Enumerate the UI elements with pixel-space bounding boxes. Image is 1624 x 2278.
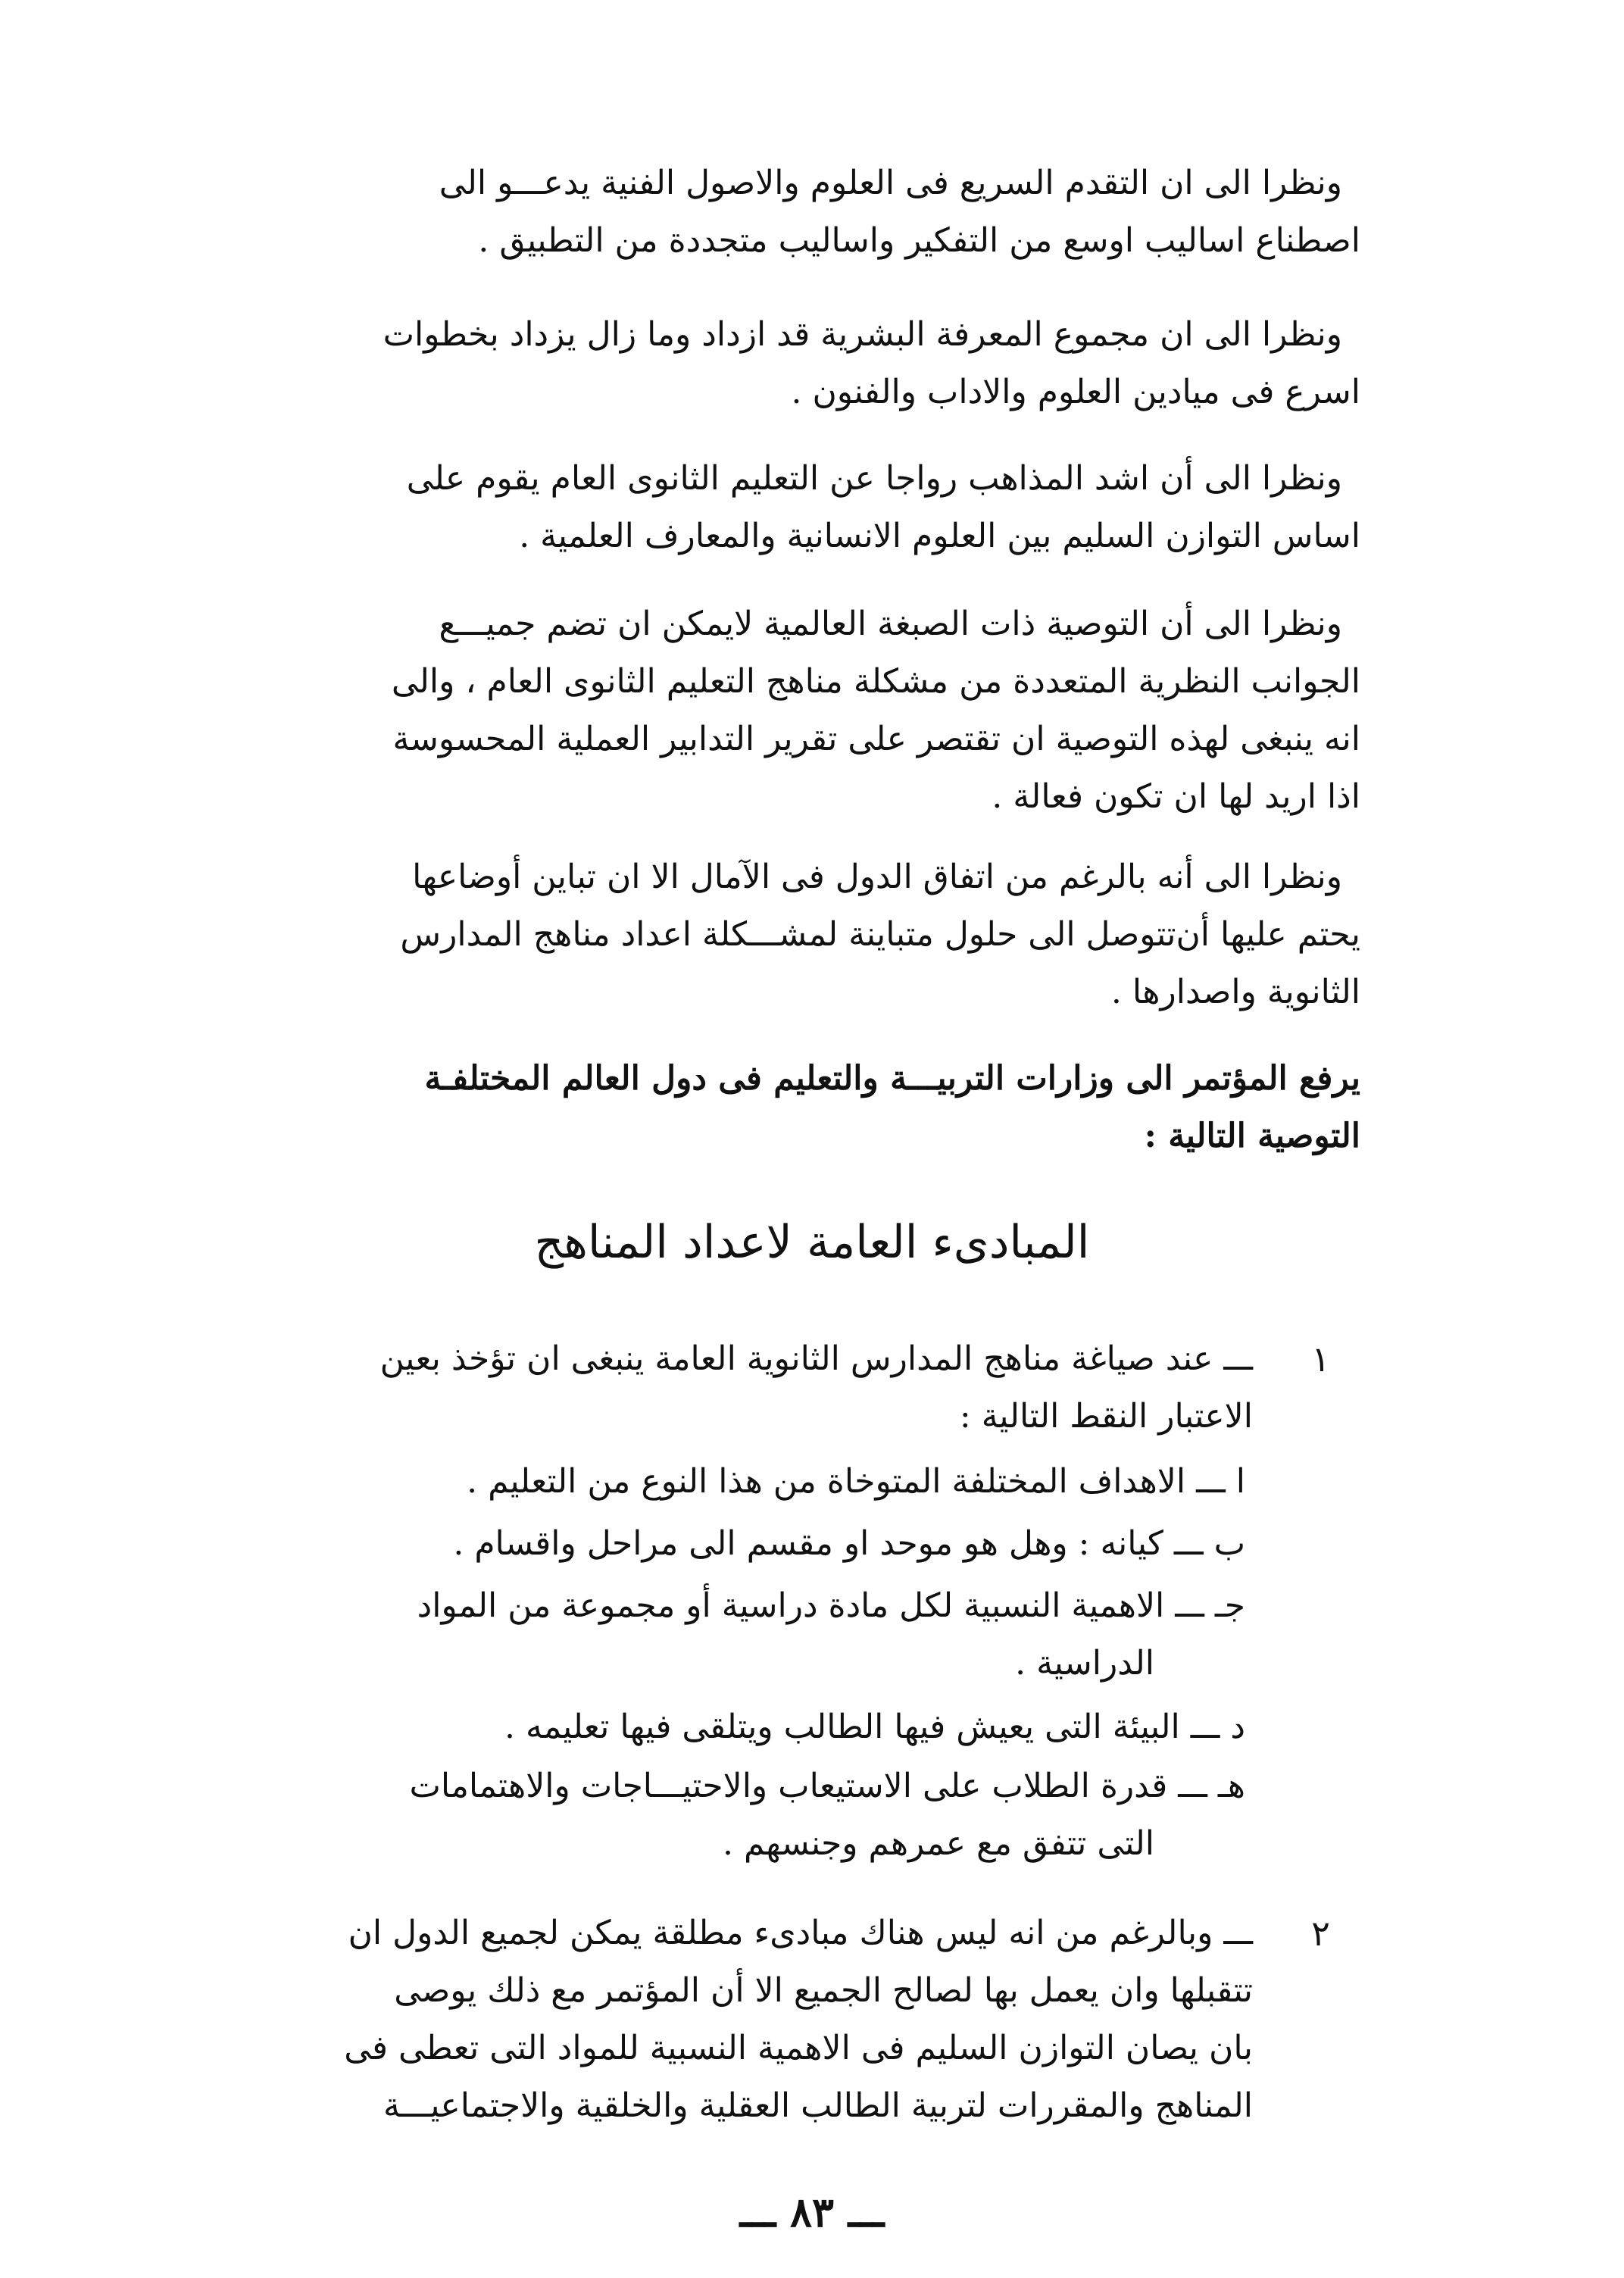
text-line: المناهج والمقررات لتربية الطالب العقلية والخلقية والاجتماعيـــة: [383, 2086, 1253, 2125]
text-line: اذا اريد لها ان تكون فعالة .: [992, 777, 1360, 816]
text-line: التوصية التالية :: [1144, 1117, 1360, 1155]
text-line: تتقبلها وان يعمل بها لصالح الجميع الا أن المؤتمر مع ذلك يوصى: [394, 1971, 1253, 2010]
sub-item-e: هـ ـــ قدرة الطلاب على الاستيعاب والاحتيـــاجات والاهتمامات: [409, 1767, 1245, 1805]
text-line: اصطناع اساليب اوسع من التفكير واساليب متجددة من التطبيق .: [478, 221, 1360, 260]
text-line: يرفع المؤتمر الى وزارات التربيـــة والتعليم فى دول العالم المختلفـة: [424, 1059, 1360, 1098]
sub-item-c-cont: الدراسية .: [1015, 1644, 1154, 1683]
sub-item-e-cont: التى تتفق مع عمرهم وجنسهم .: [723, 1824, 1154, 1863]
text-line: ونظرا الى ان التقدم السريع فى العلوم والاصول الفنية يدعـــو الى: [439, 164, 1342, 202]
text-line: اسرع فى ميادين العلوم والاداب والفنون .: [791, 373, 1360, 411]
text-line: انه ينبغى لهذه التوصية ان تقتصر على تقرير التدابير العملية المحسوسة: [392, 720, 1360, 758]
text-line: بان يصان التوازن السليم فى الاهمية النسبية للمواد التى تعطى فى: [344, 2029, 1253, 2067]
page-number: ـــ ٨٣ ـــ: [739, 2188, 885, 2236]
text-line: ونظرا الى أن اشد المذاهب رواجا عن التعليم الثانوى العام يقوم على: [406, 459, 1342, 498]
text-line: الجوانب النظرية المتعددة من مشكلة مناهج التعليم الثانوى العام ، والى: [391, 662, 1360, 701]
text-line: ونظرا الى أن التوصية ذات الصبغة العالمية لايمكن ان تضم جميـــع: [439, 605, 1342, 643]
text-line: الثانوية واصدارها .: [1110, 973, 1360, 1011]
text-line: اساس التوازن السليم بين العلوم الانسانية والمعارف العلمية .: [519, 517, 1360, 555]
sub-item-d: د ـــ البيئة التى يعيش فيها الطالب ويتلقى فيها تعليمه .: [504, 1708, 1245, 1746]
item-number: ١: [1311, 1339, 1330, 1380]
text-line: الاعتبار النقط التالية :: [959, 1397, 1253, 1436]
text-line: ـــ عند صياغة مناهج المدارس الثانوية العامة ينبغى ان تؤخذ بعين: [379, 1339, 1253, 1378]
text-line: ونظرا الى أنه بالرغم من اتفاق الدول فى الآمال الا ان تباين أوضاعها: [412, 858, 1342, 896]
section-heading: المبادىء العامة لاعداد المناهج: [534, 1216, 1090, 1269]
item-number: ٢: [1311, 1913, 1330, 1954]
sub-item-c: جـ ـــ الاهمية النسبية لكل مادة دراسية أو مجموعة من المواد: [417, 1586, 1245, 1625]
sub-item-b: ب ـــ كيانه : وهل هو موحد او مقسم الى مراحل واقسام .: [453, 1524, 1245, 1563]
text-line: يحتم عليها أن‌تتوصل الى حلول متباينة لمشـــكلة اعداد مناهج المدارس: [400, 915, 1360, 954]
text-line: ـــ وبالرغم من انه ليس هناك مبادىء مطلقة يمكن لجميع الدول ان: [348, 1914, 1253, 1952]
sub-item-a: ا ـــ الاهداف المختلفة المتوخاة من هذا النوع من التعليم .: [467, 1462, 1245, 1501]
text-line: ونظرا الى ان مجموع المعرفة البشرية قد ازداد وما زال يزداد بخطوات: [383, 315, 1342, 354]
